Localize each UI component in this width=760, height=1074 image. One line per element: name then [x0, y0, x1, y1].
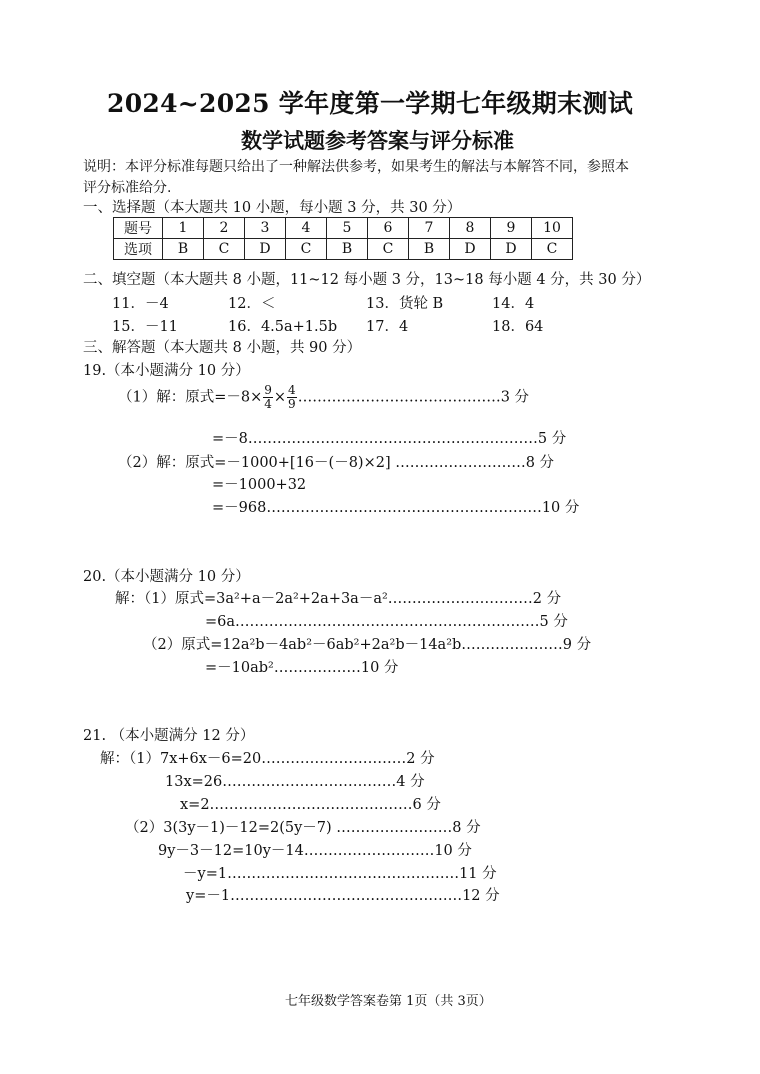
table-cell: 6	[368, 218, 409, 239]
table-cell: 10	[532, 218, 573, 239]
table-row	[114, 239, 573, 260]
solution-line: =－10ab²………………10 分	[205, 660, 399, 676]
solution-line: （2）3(3y－1)－12=2(5y－7) ……………………8 分	[125, 820, 481, 836]
solution-line	[118, 384, 529, 411]
table-cell: D	[491, 239, 532, 260]
table-cell: 8	[450, 218, 491, 239]
fill-answer: 17．4	[366, 319, 409, 335]
question-heading: 21. （本小题满分 12 分）	[83, 728, 255, 744]
fill-answer: 12．＜	[228, 296, 276, 312]
expr-text: （1）解：原式=－8×	[118, 389, 263, 406]
fill-answer: 15．－11	[112, 319, 178, 335]
solution-line: 13x=26………………………………4 分	[165, 774, 425, 790]
fraction-denominator: 9	[288, 397, 296, 411]
note-line-1: 说明：本评分标准每题只给出了一种解法供参考，如果考生的解法与本解答不同，参照本	[83, 159, 629, 175]
expr-text: ×	[273, 389, 287, 406]
fill-answer: 16．4.5a+1.5b	[228, 319, 338, 335]
table-cell: B	[163, 239, 204, 260]
fraction-numerator: 4	[288, 383, 296, 397]
table-cell: 2	[204, 218, 245, 239]
fill-answer: 13．货轮 B	[366, 296, 444, 312]
table-cell: D	[245, 239, 286, 260]
table-cell: 1	[163, 218, 204, 239]
solution-line: 9y－3－12=10y－14………………………10 分	[158, 843, 472, 859]
solution-line: =6a………………………………………………………5 分	[205, 614, 568, 630]
table-cell: C	[204, 239, 245, 260]
table-cell: B	[327, 239, 368, 260]
table-cell: 5	[327, 218, 368, 239]
table-cell: 7	[409, 218, 450, 239]
solution-line: 解：（1）原式=3a²+a－2a²+2a+3a－a²…………………………2 分	[115, 591, 562, 607]
solution-line: x=2……………………………………6 分	[180, 797, 441, 813]
table-cell: 4	[286, 218, 327, 239]
question-heading: 20.（本小题满分 10 分）	[83, 569, 250, 585]
fraction-numerator: 9	[264, 383, 272, 397]
solution-line: （2）原式=12a²b－4ab²－6ab²+2a²b－14a²b…………………9 分	[143, 637, 592, 653]
page-footer: 七年级数学答案卷第 1页（共 3页）	[285, 994, 492, 1009]
table-cell: C	[368, 239, 409, 260]
page-subtitle: 数学试题参考答案与评分标准	[241, 128, 514, 153]
solution-line: （2）解：原式=－1000+[16－(－8)×2] ………………………8 分	[118, 455, 555, 471]
table-cell: C	[532, 239, 573, 260]
section-1-heading: 一、选择题（本大题共 10 小题，每小题 3 分，共 30 分）	[83, 200, 462, 216]
fill-answer: 14．4	[492, 296, 535, 312]
note-line-2: 评分标准给分.	[83, 180, 172, 196]
solution-line: －y=1…………………………………………11 分	[183, 866, 497, 882]
solution-line: =－968…………………………………………………10 分	[212, 500, 580, 516]
page-title: 2024~2025 学年度第一学期七年级期末测试	[107, 89, 634, 118]
table-cell: 9	[491, 218, 532, 239]
table-header-cell: 选项	[114, 239, 163, 260]
expr-text: ……………………………………3 分	[297, 389, 530, 406]
section-2-heading: 二、填空题（本大题共 8 小题，11~12 每小题 3 分，13~18 每小题 4 分，共 30 分）	[83, 272, 651, 288]
section-3-heading: 三、解答题（本大题共 8 小题，共 90 分）	[83, 340, 362, 356]
fraction-denominator: 4	[264, 397, 272, 411]
solution-line: y=－1…………………………………………12 分	[186, 888, 500, 904]
answer-table	[113, 217, 573, 260]
solution-line: 解：（1）7x+6x－6=20…………………………2 分	[100, 751, 435, 767]
table-cell: D	[450, 239, 491, 260]
fill-answer: 18．64	[492, 319, 544, 335]
table-row	[114, 218, 573, 239]
solution-line: =－8……………………………………………………5 分	[212, 431, 567, 447]
table-cell: C	[286, 239, 327, 260]
fill-answer: 11．－4	[112, 296, 169, 312]
fraction	[263, 384, 273, 411]
table-cell: B	[409, 239, 450, 260]
solution-line: =－1000+32	[212, 477, 307, 493]
question-heading: 19.（本小题满分 10 分）	[83, 363, 250, 379]
table-cell: 3	[245, 218, 286, 239]
fraction	[287, 384, 297, 411]
table-header-cell: 题号	[114, 218, 163, 239]
